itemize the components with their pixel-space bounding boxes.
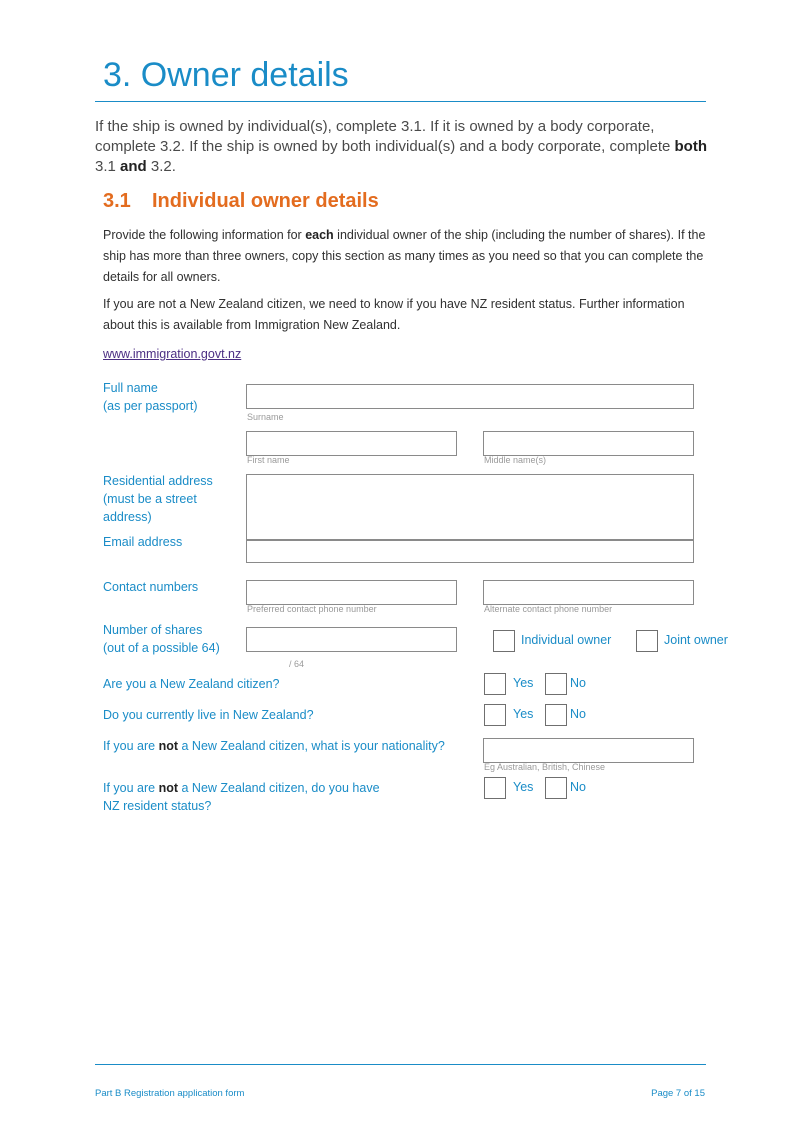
alternate-phone-input[interactable] (483, 580, 694, 605)
subsection-number: 3.1 (103, 190, 131, 212)
address-label-line1: Residential address (103, 474, 213, 488)
intro-bold-both: both (674, 138, 707, 155)
footer-divider (95, 1064, 706, 1065)
residency-paragraph: If you are not a New Zealand citizen, we need to know if you have NZ resident status. Further information about this is available from Immigration New Zealand. (103, 297, 685, 332)
individual-owner-label: Individual owner (521, 633, 612, 647)
footer-page-number: Page 7 of 15 (651, 1088, 705, 1099)
residential-address-input[interactable] (246, 474, 694, 540)
resident-question-bold-not: not (158, 781, 179, 795)
surname-hint: Surname (247, 412, 284, 422)
first-name-input[interactable] (246, 431, 457, 456)
resident-question-text-1: If you are (103, 781, 159, 795)
nationality-question (103, 737, 445, 755)
subsection-heading (103, 190, 379, 213)
intro-text-3: 3.2. (146, 158, 176, 175)
resident-no-label: No (570, 780, 586, 794)
surname-input[interactable] (246, 384, 694, 409)
nationality-input[interactable] (483, 738, 694, 763)
shares-label-line2: (out of a possible 64) (103, 641, 220, 655)
live-no-label: No (570, 707, 586, 721)
full-name-label-line2: (as per passport) (103, 399, 198, 413)
shares-input[interactable] (246, 627, 457, 652)
intro-text-1: If the ship is owned by individual(s), complete 3.1. If it is owned by a body corporate, complete 3.2. If the ship is owned by both individual(s) and a body corporate, complete (95, 118, 675, 155)
resident-question-line2: NZ resident status? (103, 799, 212, 813)
nationality-question-text-1: If you are (103, 739, 159, 753)
resident-status-question (103, 779, 380, 815)
instructions-bold-each: each (305, 228, 334, 242)
immigration-link[interactable]: www.immigration.govt.nz (103, 347, 242, 361)
joint-owner-checkbox[interactable] (636, 630, 658, 652)
first-name-hint: First name (247, 455, 290, 465)
preferred-phone-hint: Preferred contact phone number (247, 604, 377, 614)
alternate-phone-hint: Alternate contact phone number (484, 604, 613, 614)
citizen-yes-label: Yes (513, 676, 534, 690)
nationality-question-bold-not: not (158, 739, 179, 753)
section-title: 3. Owner details (103, 56, 349, 94)
intro-bold-and: and (120, 158, 147, 175)
resident-no-checkbox[interactable] (545, 777, 567, 799)
shares-label-line1: Number of shares (103, 623, 203, 637)
resident-question-text-2: a New Zealand citizen, do you have (178, 781, 380, 795)
shares-label (103, 621, 220, 657)
nationality-question-text-2: a New Zealand citizen, what is your nationality? (178, 739, 445, 753)
title-divider (95, 101, 706, 102)
live-in-nz-question: Do you currently live in New Zealand? (103, 708, 314, 722)
address-label (103, 472, 213, 526)
live-yes-checkbox[interactable] (484, 704, 506, 726)
instructions-text-1: Provide the following information for (103, 228, 306, 242)
preferred-phone-input[interactable] (246, 580, 457, 605)
citizen-no-checkbox[interactable] (545, 673, 567, 695)
live-yes-label: Yes (513, 707, 534, 721)
instructions-paragraph (103, 225, 713, 288)
address-label-line2: (must be a street (103, 492, 197, 506)
middle-name-input[interactable] (483, 431, 694, 456)
full-name-label (103, 379, 197, 415)
address-label-line3: address) (103, 510, 152, 524)
resident-yes-label: Yes (513, 780, 534, 794)
instructions-text-2: individual owner of the ship (including the number of shares). If the ship has more than three owners, copy this section as many times as you need so that you can complete the details for all owners. (103, 228, 706, 284)
middle-name-hint: Middle name(s) (484, 455, 547, 465)
individual-owner-checkbox[interactable] (493, 630, 515, 652)
email-label: Email address (103, 535, 183, 549)
footer-document-name: Part B Registration application form (95, 1088, 245, 1099)
citizen-no-label: No (570, 676, 586, 690)
resident-question-line1 (103, 779, 380, 797)
section-intro (95, 117, 715, 177)
joint-owner-label: Joint owner (664, 633, 728, 647)
email-input[interactable] (246, 540, 694, 563)
citizen-yes-checkbox[interactable] (484, 673, 506, 695)
contact-numbers-label: Contact numbers (103, 580, 199, 594)
live-no-checkbox[interactable] (545, 704, 567, 726)
citizen-question: Are you a New Zealand citizen? (103, 677, 280, 691)
full-name-label-line1: Full name (103, 381, 158, 395)
resident-yes-checkbox[interactable] (484, 777, 506, 799)
shares-hint: / 64 (289, 659, 305, 669)
nationality-hint: Eg Australian, British, Chinese (484, 762, 606, 772)
intro-text-2: 3.1 (95, 158, 121, 175)
subsection-title: Individual owner details (152, 190, 379, 212)
